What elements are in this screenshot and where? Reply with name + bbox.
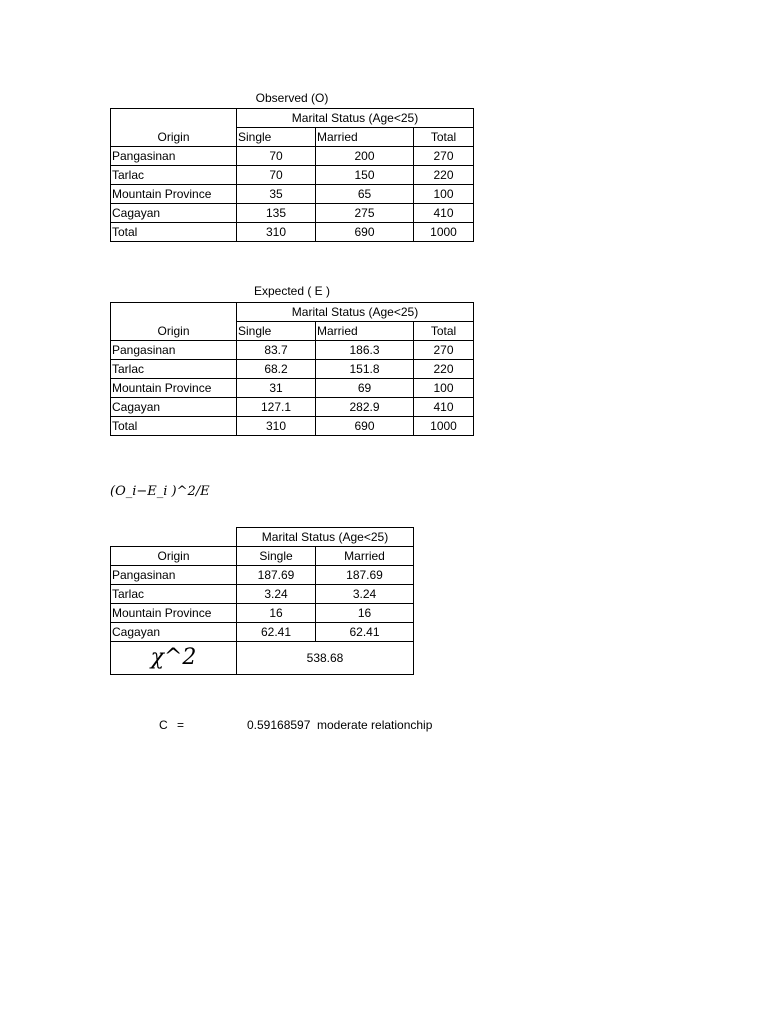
chi-square-table: [110, 527, 414, 675]
cell-single: 127.1: [237, 398, 316, 417]
col-header-total: Total: [414, 322, 474, 341]
cell-total: 220: [414, 166, 474, 185]
row-origin: Mountain Province: [111, 185, 237, 204]
cell-single: 310: [237, 223, 316, 242]
cell-total: 270: [414, 341, 474, 360]
row-origin: Pangasinan: [111, 341, 237, 360]
col-header-single: Single: [237, 128, 316, 147]
table-row: [111, 166, 474, 185]
col-header-married: Married: [316, 547, 414, 566]
col-header-married: Married: [316, 128, 414, 147]
cell-single: 31: [237, 379, 316, 398]
cell-single: 70: [237, 147, 316, 166]
coefficient-value: 0.59168597: [247, 718, 311, 732]
table-row: [111, 604, 414, 623]
row-origin: Tarlac: [111, 360, 237, 379]
origin-header: Origin: [111, 303, 237, 341]
row-origin: Mountain Province: [111, 379, 237, 398]
cell-single: 3.24: [237, 585, 316, 604]
cell-total: 410: [414, 204, 474, 223]
origin-header: Origin: [111, 547, 237, 566]
table-row: [111, 341, 474, 360]
cell-married: 69: [316, 379, 414, 398]
cell-total: 410: [414, 398, 474, 417]
table-row: [111, 417, 474, 436]
cell-married: 150: [316, 166, 414, 185]
row-origin: Total: [111, 417, 237, 436]
cell-total: 100: [414, 379, 474, 398]
coefficient-note: moderate relationchip: [317, 718, 433, 732]
cell-married: 62.41: [316, 623, 414, 642]
expected-caption: Expected ( E ): [253, 284, 331, 298]
table-row: [111, 379, 474, 398]
row-origin: Pangasinan: [111, 147, 237, 166]
cell-married: 275: [316, 204, 414, 223]
group-header: Marital Status (Age<25): [237, 109, 474, 128]
row-origin: Pangasinan: [111, 566, 237, 585]
table-row: [111, 398, 474, 417]
table-row: [111, 185, 474, 204]
table-row: [111, 360, 474, 379]
cell-married: 3.24: [316, 585, 414, 604]
cell-total: 1000: [414, 223, 474, 242]
cell-total: 270: [414, 147, 474, 166]
table-row: [111, 223, 474, 242]
cell-married: 16: [316, 604, 414, 623]
cell-single: 68.2: [237, 360, 316, 379]
observed-table: [110, 108, 474, 242]
col-header-single: Single: [237, 322, 316, 341]
cell-married: 151.8: [316, 360, 414, 379]
table-row: [111, 585, 414, 604]
cell-single: 62.41: [237, 623, 316, 642]
chi-square-label: χ^2: [111, 642, 237, 675]
table-row: [111, 147, 474, 166]
chi-square-value: 538.68: [237, 642, 414, 675]
chi-square-formula: (O_i−E_i )^2/E: [110, 484, 210, 499]
group-header: Marital Status (Age<25): [237, 303, 474, 322]
cell-single: 70: [237, 166, 316, 185]
cell-single: 16: [237, 604, 316, 623]
chi-square-total-row: [111, 642, 414, 675]
table-row: [111, 566, 414, 585]
origin-header: Origin: [111, 109, 237, 147]
group-header: Marital Status (Age<25): [237, 528, 414, 547]
observed-caption: Observed (O): [255, 91, 329, 105]
row-origin: Cagayan: [111, 623, 237, 642]
cell-total: 220: [414, 360, 474, 379]
cell-total: 100: [414, 185, 474, 204]
coefficient-label: C: [159, 718, 168, 732]
cell-married: 65: [316, 185, 414, 204]
cell-married: 200: [316, 147, 414, 166]
row-origin: Cagayan: [111, 204, 237, 223]
blank-corner: [111, 528, 237, 547]
cell-married: 690: [316, 223, 414, 242]
cell-single: 135: [237, 204, 316, 223]
cell-married: 186.3: [316, 341, 414, 360]
expected-table: [110, 302, 474, 436]
cell-single: 35: [237, 185, 316, 204]
cell-married: 187.69: [316, 566, 414, 585]
row-origin: Total: [111, 223, 237, 242]
col-header-single: Single: [237, 547, 316, 566]
col-header-total: Total: [414, 128, 474, 147]
cell-married: 690: [316, 417, 414, 436]
row-origin: Mountain Province: [111, 604, 237, 623]
row-origin: Tarlac: [111, 166, 237, 185]
cell-single: 187.69: [237, 566, 316, 585]
cell-single: 310: [237, 417, 316, 436]
coefficient-equals: =: [177, 718, 185, 732]
col-header-married: Married: [316, 322, 414, 341]
table-row: [111, 623, 414, 642]
table-row: [111, 204, 474, 223]
cell-married: 282.9: [316, 398, 414, 417]
cell-single: 83.7: [237, 341, 316, 360]
row-origin: Tarlac: [111, 585, 237, 604]
cell-total: 1000: [414, 417, 474, 436]
row-origin: Cagayan: [111, 398, 237, 417]
